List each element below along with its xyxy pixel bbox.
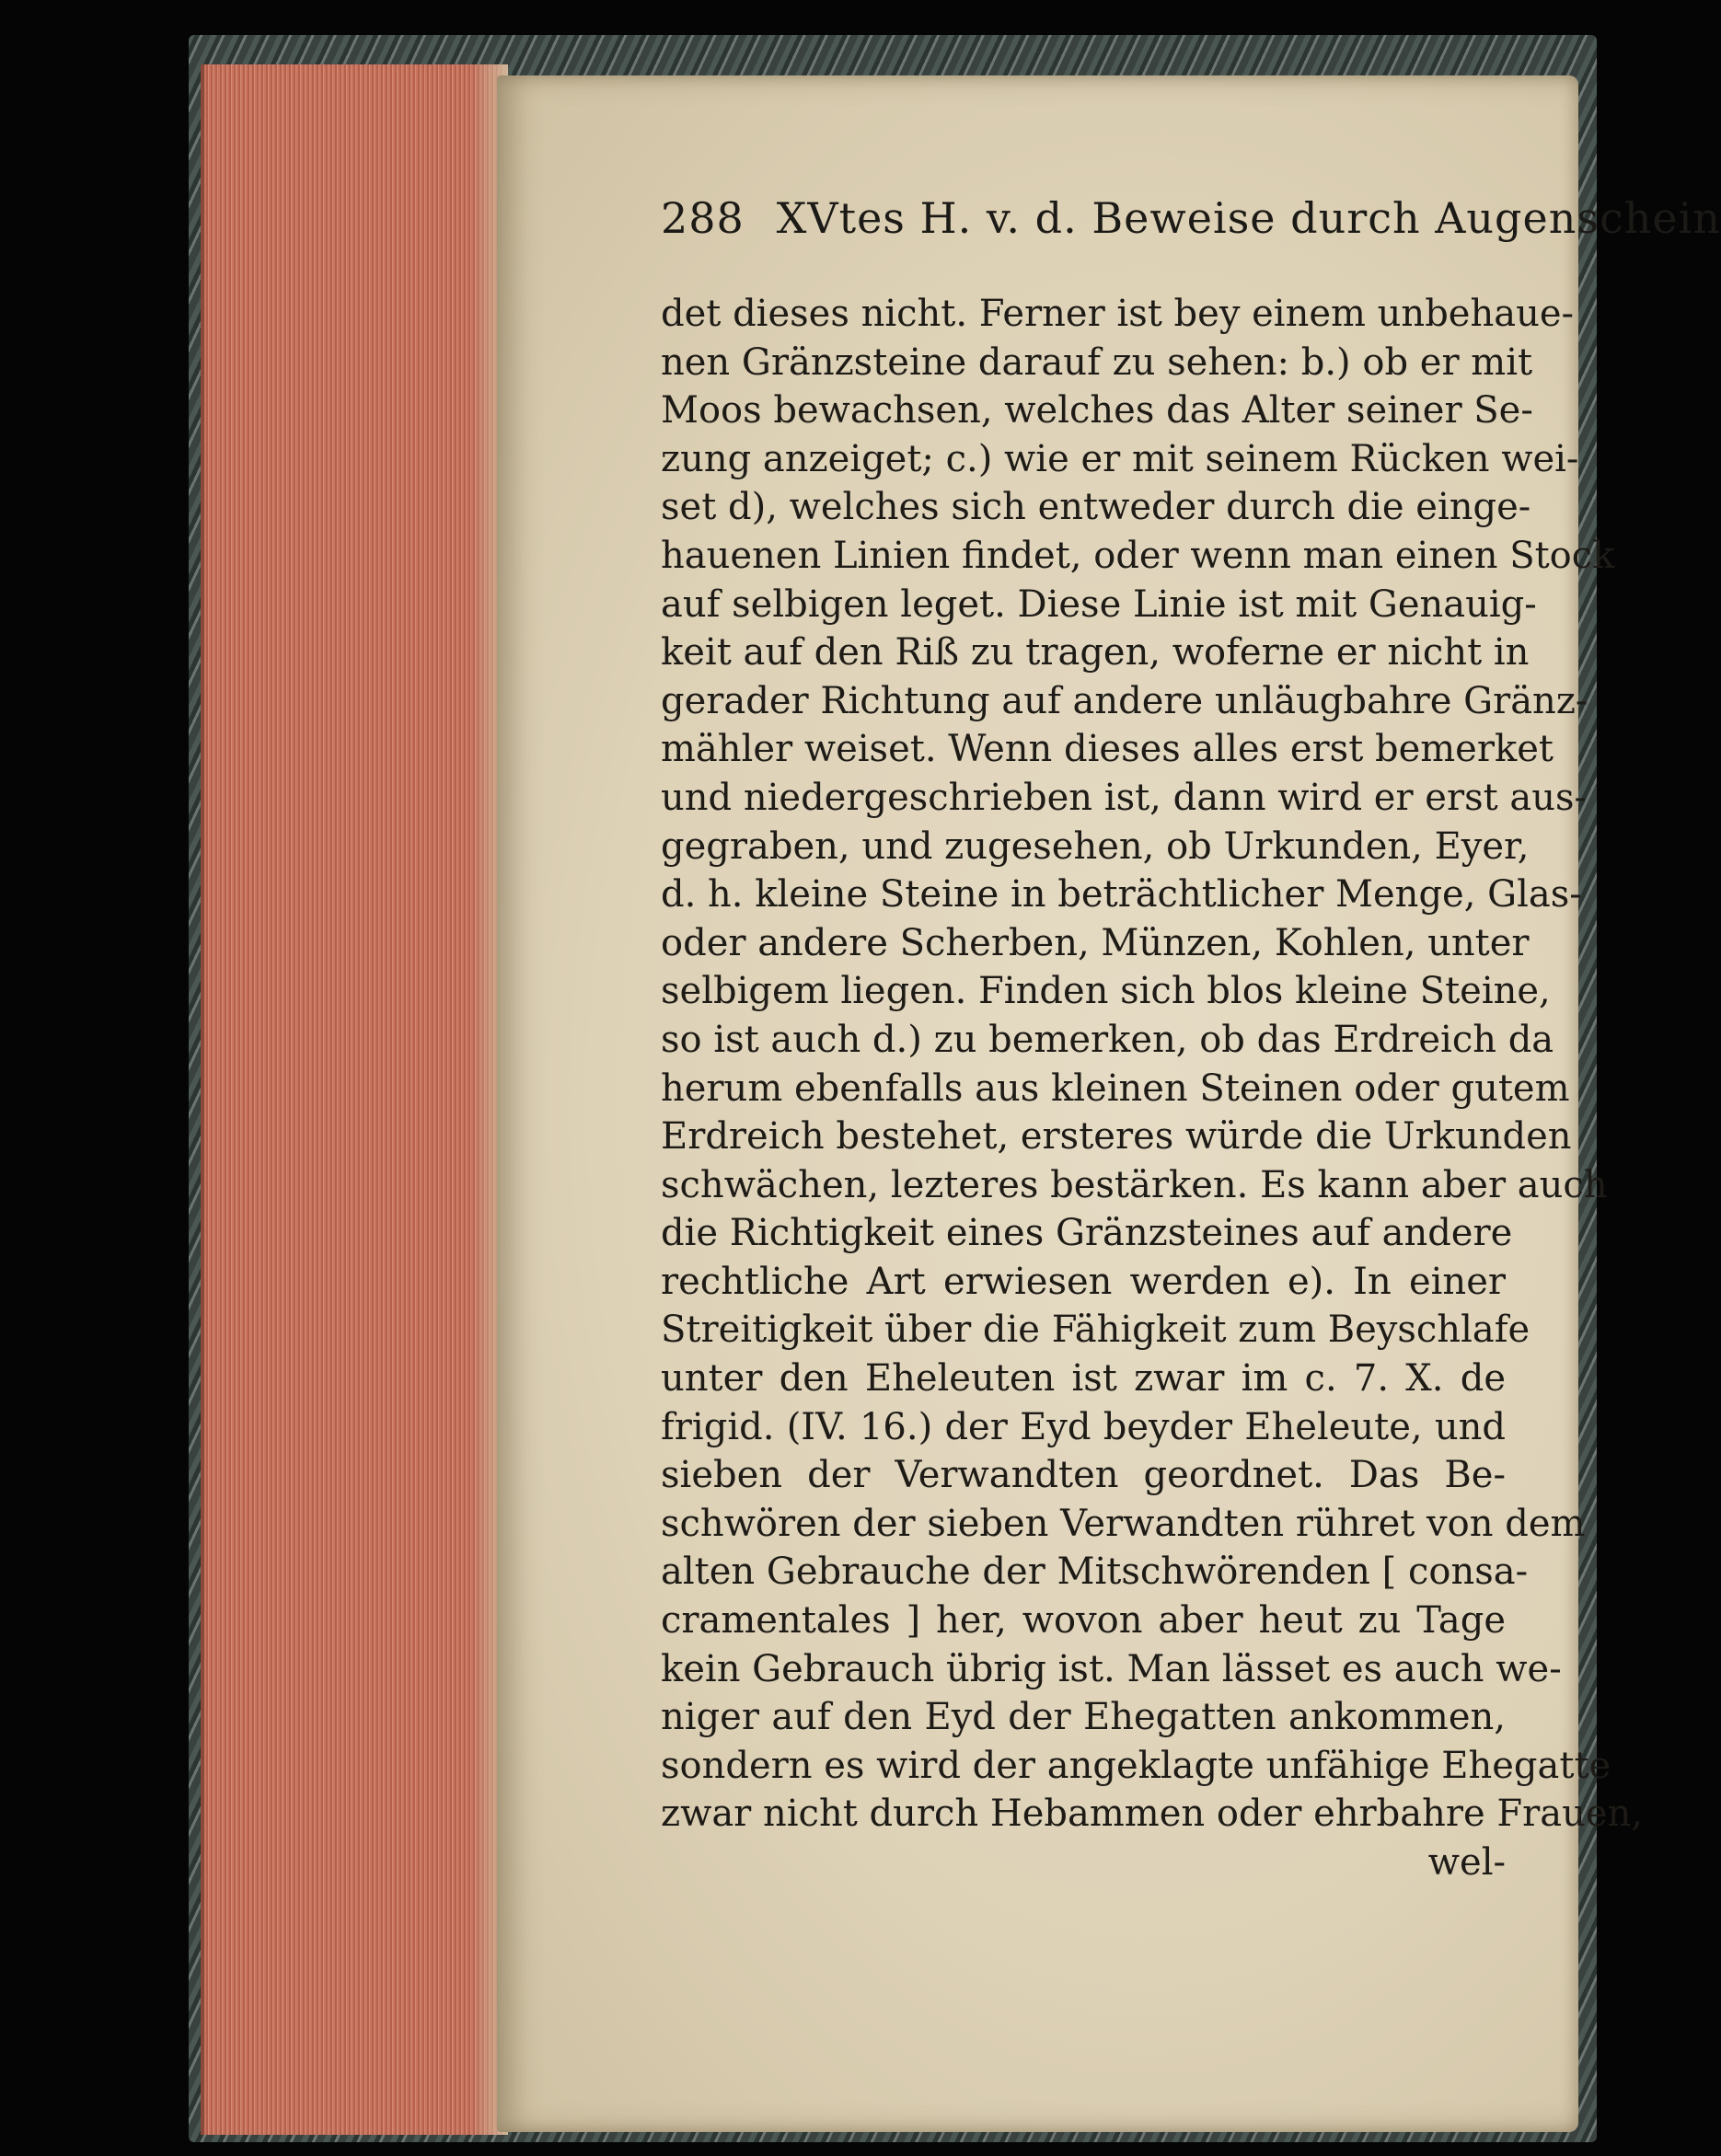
- text-line: kein Gebrauch übrig ist. Man lässet es auch we-: [661, 1647, 1562, 1690]
- text-line: auf selbigen leget. Diese Linie ist mit Genauig-: [661, 582, 1537, 626]
- text-line: niger auf den Eyd der Ehegatten ankommen,: [661, 1696, 1506, 1739]
- text-line: schwächen, lezteres bestärken. Es kann aber auch: [661, 1163, 1608, 1206]
- text-line: gegraben, und zugesehen, ob Urkunden, Eyer,: [661, 824, 1530, 868]
- text-line: zung anzeiget; c.) wie er mit seinem Rücken wei-: [661, 437, 1579, 480]
- text-line: det dieses nicht. Ferner ist bey einem unbehaue-: [661, 293, 1575, 335]
- text-line: Moos bewachsen, welches das Alter seiner Se-: [661, 389, 1533, 432]
- body-text: [661, 290, 1643, 1887]
- text-line: cramentales ] her, wovon aber heut zu Tage: [661, 1599, 1506, 1643]
- running-title: XVtes H. v. d. Beweise durch Augenschein: [776, 193, 1721, 243]
- text-line: sondern es wird der angeklagte unfähige Ehegatte: [661, 1744, 1611, 1787]
- text-line: so ist auch d.) zu bemerken, ob das Erdreich da: [661, 1018, 1554, 1061]
- text-line: zwar nicht durch Hebammen oder ehrbahre Frauen,: [661, 1793, 1643, 1836]
- text-line: keit auf den Riß zu tragen, woferne er nicht in: [661, 631, 1530, 674]
- text-line: Streitigkeit über die Fähigkeit zum Beyschlafe: [661, 1309, 1530, 1352]
- running-header: [661, 193, 1721, 258]
- text-line: mähler weiset. Wenn dieses alles erst bemerket: [661, 728, 1554, 771]
- text-line: set d), welches sich entweder durch die einge-: [661, 486, 1531, 529]
- page-number: 288: [661, 193, 745, 243]
- text-line: d. h. kleine Steine in beträchtlicher Menge, Glas-: [661, 873, 1582, 917]
- text-line: alten Gebrauche der Mitschwörenden [ consa-: [661, 1551, 1529, 1594]
- text-line: unter den Eheleuten ist zwar im c. 7. X. de: [661, 1357, 1506, 1401]
- text-line: herum ebenfalls aus kleinen Steinen oder gutem: [661, 1066, 1570, 1110]
- text-line: sieben der Verwandten geordnet. Das Be-: [661, 1454, 1506, 1497]
- text-line: hauenen Linien findet, oder wenn man einen Stock: [661, 534, 1615, 577]
- text-line: und niedergeschrieben ist, dann wird er erst aus-: [661, 776, 1588, 819]
- page-block-edges: [201, 64, 508, 2135]
- text-line: schwören der sieben Verwandten rühret von dem: [661, 1502, 1586, 1545]
- text-line: gerader Richtung auf andere unläugbahre Gränz-: [661, 679, 1588, 722]
- text-line: die Richtigkeit eines Gränzsteines auf andere: [661, 1212, 1513, 1255]
- text-line: nen Gränzsteine darauf zu sehen: b.) ob er mit: [661, 340, 1533, 384]
- text-line: oder andere Scherben, Münzen, Kohlen, unter: [661, 921, 1530, 964]
- text-line: frigid. (IV. 16.) der Eyd beyder Eheleute, und: [661, 1405, 1506, 1448]
- text-line: rechtliche Art erwiesen werden e). In einer: [661, 1260, 1506, 1303]
- catchword: wel-: [1427, 1841, 1506, 1884]
- text-line: Erdreich bestehet, ersteres würde die Urkunden: [661, 1115, 1572, 1159]
- text-line: selbigem liegen. Finden sich blos kleine Steine,: [661, 970, 1551, 1013]
